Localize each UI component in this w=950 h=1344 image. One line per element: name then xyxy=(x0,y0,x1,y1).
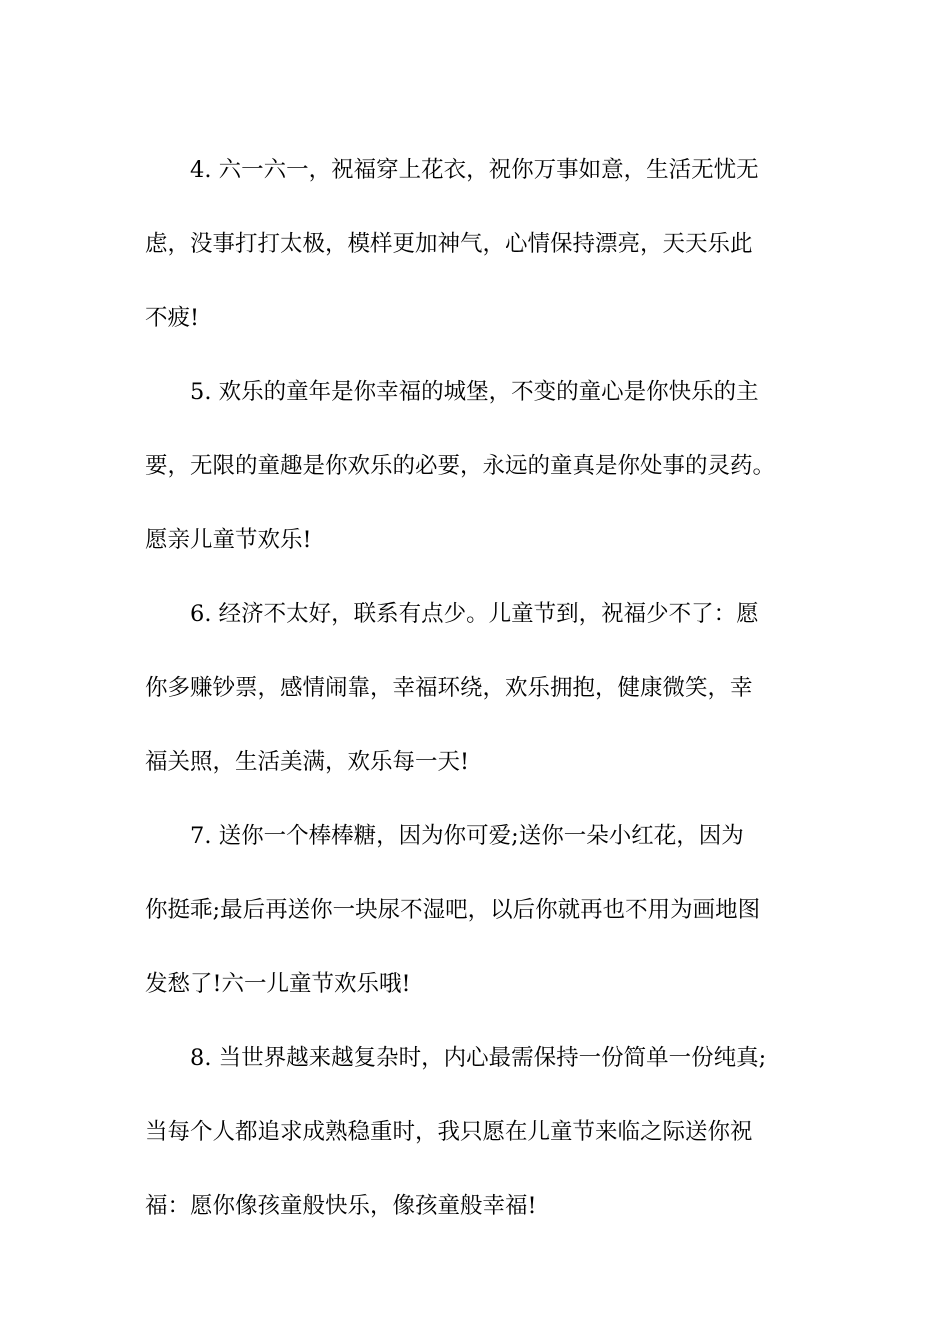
paragraph-7 xyxy=(145,799,825,1021)
paragraph-line: 愿亲儿童节欢乐! xyxy=(145,527,312,553)
paragraph-line: 福关照，生活美满，欢乐每一天! xyxy=(145,749,470,775)
paragraph-line: 要，无限的童趣是你欢乐的必要，永远的童真是你处事的灵药。 xyxy=(145,453,776,479)
paragraph-line: 发愁了!六一儿童节欢乐哦! xyxy=(145,971,411,997)
paragraph-line: 7. 送你一个棒棒糖，因为你可爱;送你一朵小红花，因为 xyxy=(190,823,744,849)
paragraph-4 xyxy=(145,133,825,355)
paragraph-line: 不疲! xyxy=(145,305,200,331)
paragraph-line: 5. 欢乐的童年是你幸福的城堡，不变的童心是你快乐的主 xyxy=(190,379,759,405)
paragraph-8 xyxy=(145,1021,825,1243)
paragraph-line: 当每个人都追求成熟稳重时，我只愿在儿童节来临之际送你祝 xyxy=(145,1119,753,1145)
paragraph-line: 你挺乖;最后再送你一块尿不湿吧，以后你就再也不用为画地图 xyxy=(145,897,761,923)
paragraph-line: 福：愿你像孩童般快乐，像孩童般幸福! xyxy=(145,1193,537,1219)
paragraph-line: 8. 当世界越来越复杂时，内心最需保持一份简单一份纯真; xyxy=(190,1045,767,1071)
paragraph-line: 4. 六一六一，祝福穿上花衣，祝你万事如意，生活无忧无 xyxy=(190,157,759,183)
paragraph-line: 虑，没事打打太极，模样更加神气，心情保持漂亮，天天乐此 xyxy=(145,231,753,257)
paragraph-line: 你多赚钞票，感情闹靠，幸福环绕，欢乐拥抱，健康微笑，幸 xyxy=(145,675,753,701)
paragraph-line: 6. 经济不太好，联系有点少。儿童节到，祝福少不了：愿 xyxy=(190,601,759,627)
paragraph-5 xyxy=(145,355,825,577)
body-text xyxy=(145,133,825,1243)
paragraph-6 xyxy=(145,577,825,799)
